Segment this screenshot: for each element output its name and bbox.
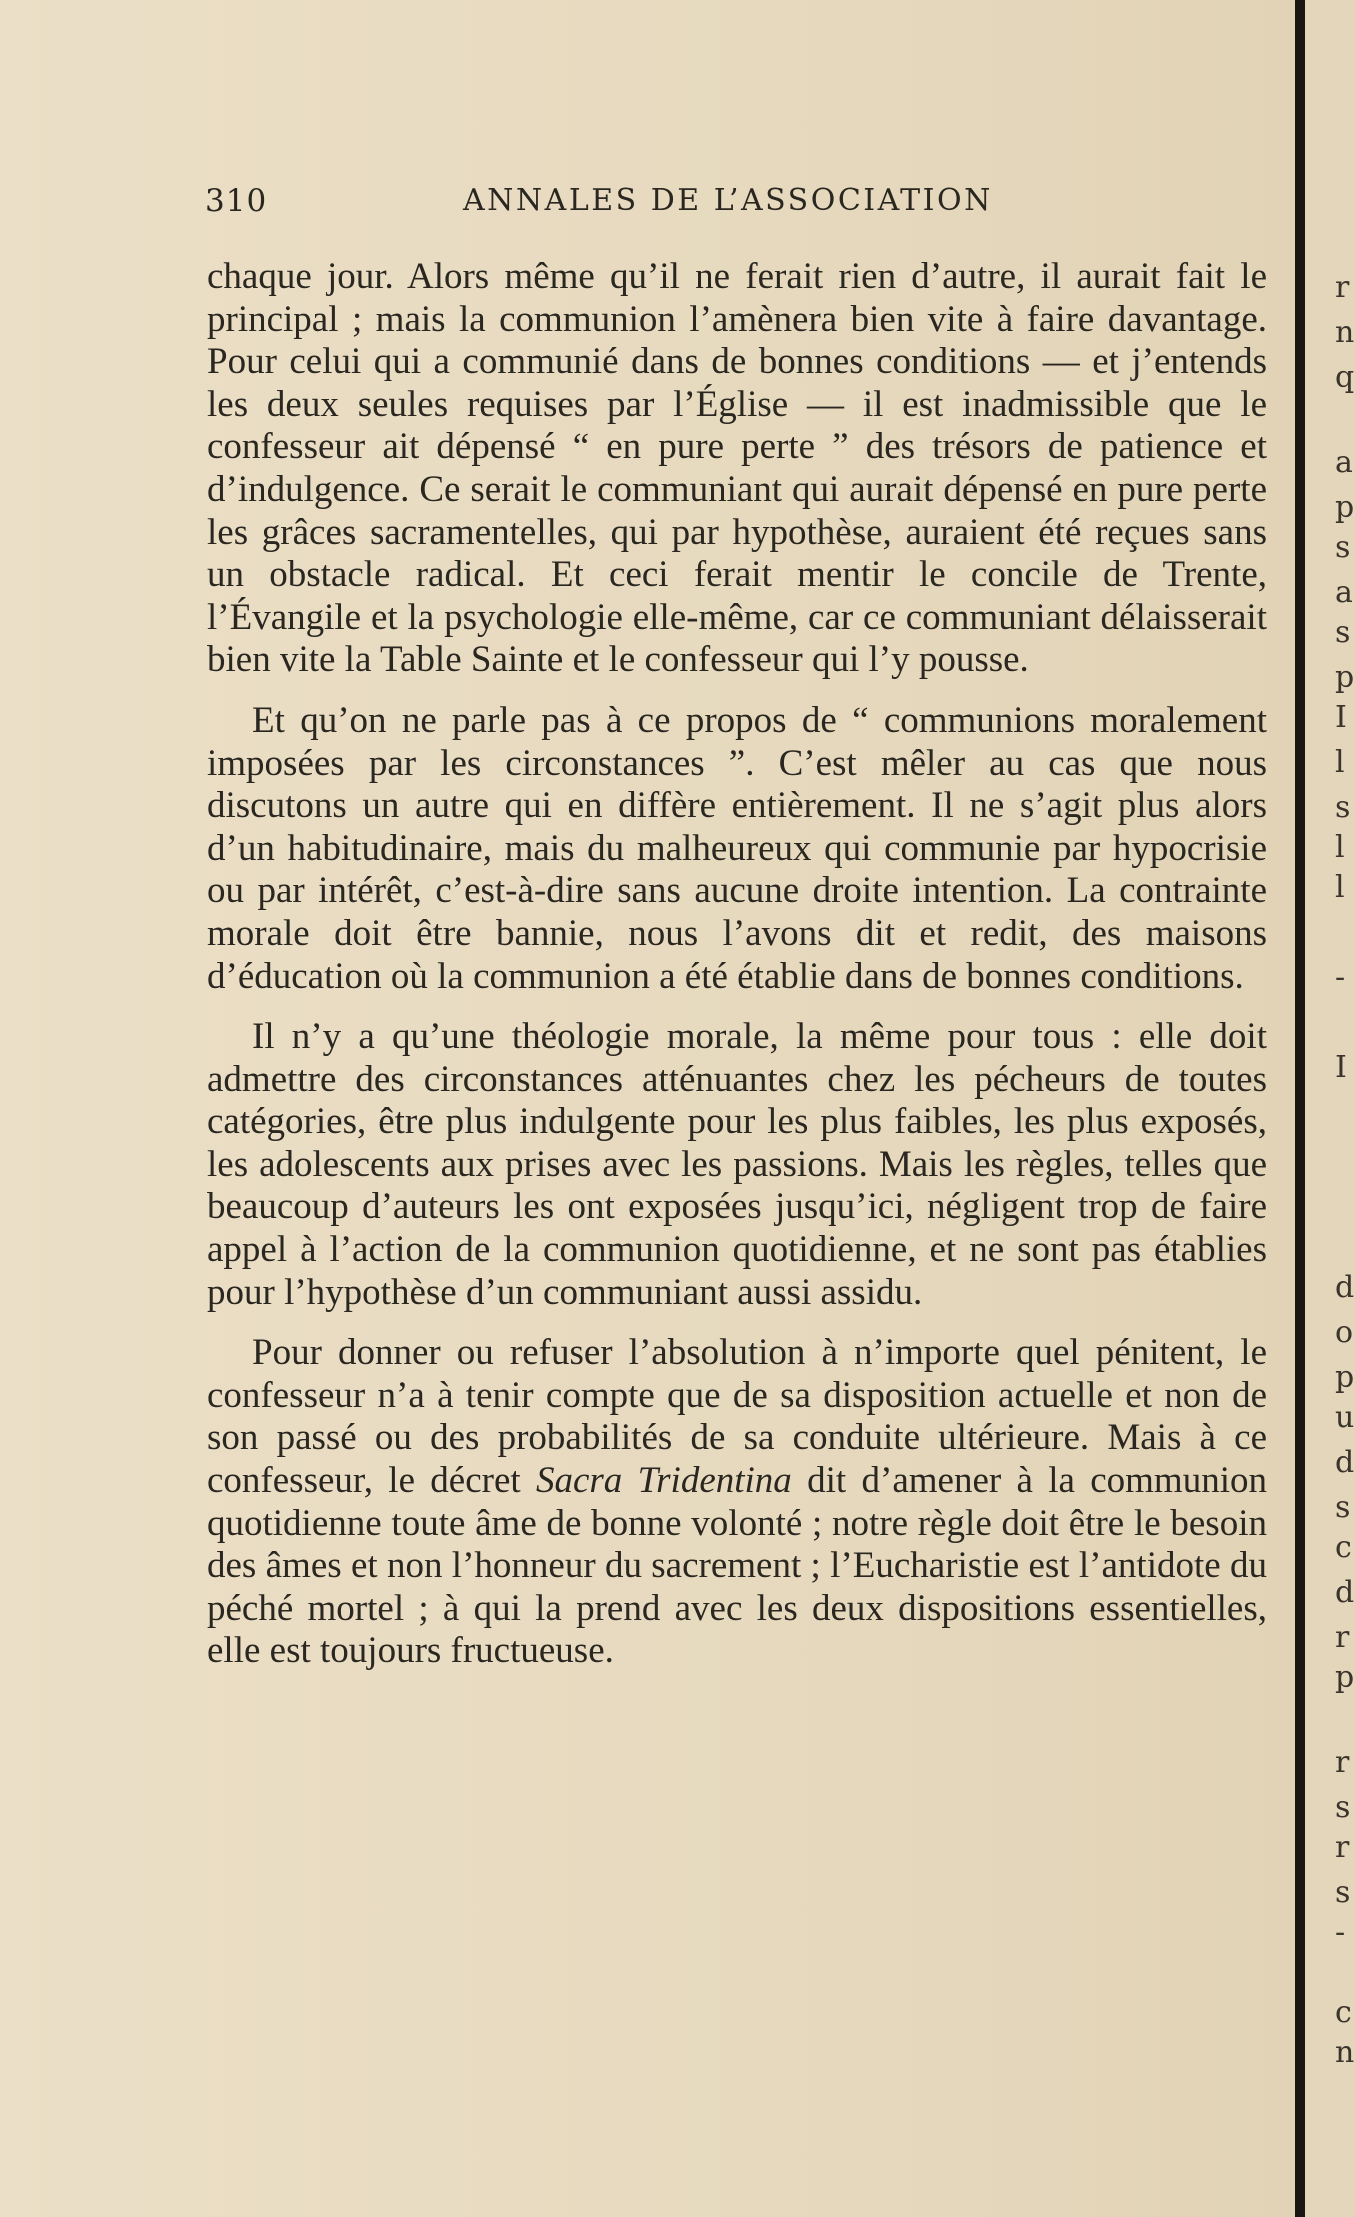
facing-page-glyph: r	[1335, 1620, 1350, 1655]
facing-page-glyph: p	[1335, 1360, 1355, 1395]
page-number: 310	[205, 183, 268, 219]
facing-page-glyph: a	[1335, 445, 1353, 480]
facing-page-glyph: u	[1335, 1400, 1355, 1435]
facing-page-glyph: l	[1335, 830, 1345, 865]
facing-page-glyph: n	[1335, 2035, 1355, 2070]
facing-page-glyph: s	[1335, 530, 1351, 565]
facing-page-glyph: q	[1335, 360, 1355, 395]
paragraph-2: Et qu’on ne parle pas à ce propos de “ communions moralement imposées par les circonstances ”. C’est mêler au cas que nous discutons un autre qui en diffère entièrement. Il ne s’agit plus alors d’un habitudinaire, mais du malheureux qui communie par hypocrisie ou par intérêt, c’est-à-dire sans aucune droite intention. La contrainte morale doit être bannie, nous l’avons dit et redit, des maisons d’éducation où la communion a été établie dans de bonnes conditions.	[207, 699, 1267, 997]
facing-page-glyph: s	[1335, 1875, 1351, 1910]
paragraph-4	[207, 1332, 1267, 1673]
facing-page-glyph: d	[1335, 1575, 1355, 1610]
facing-page-glyph: I	[1335, 1050, 1347, 1085]
facing-page-glyph: s	[1335, 1490, 1351, 1525]
book-gutter	[1295, 0, 1305, 2217]
running-head: ANNALES DE L’ASSOCIATION	[463, 183, 993, 218]
facing-page-glyph: l	[1335, 870, 1345, 905]
paragraph-1: chaque jour. Alors même qu’il ne ferait rien d’autre, il aurait fait le principal ; mais la communion l’amènera bien vite à faire davantage. Pour celui qui a communié dans de bonnes conditions — et j’entends les deux seules requises par l’Église — il est inadmissible que le confesseur ait dépensé “ en pure perte ” des trésors de patience et d’indulgence. Ce serait le communiant qui aurait dépensé en pure perte les grâces sacramentelles, qui par hypothèse, auraient été reçues sans un obstacle radical. Et ceci ferait mentir le concile de Trente, l’Évangile et la psychologie elle-même, car ce communiant délaisserait bien vite la Table Sainte et le confesseur qui l’y pousse.	[207, 256, 1267, 681]
paragraph-4-part-a: Pour donner ou refuser l’absolution à n’importe quel pénitent, le confesseur n’a à tenir compte que de sa disposition actuelle et non de son passé ou des probabilités de sa conduite ultérieure. Mais à ce confesseur, le décret	[207, 1332, 1267, 1502]
facing-page-glyph: p	[1335, 1660, 1355, 1695]
facing-page-glyph: I	[1335, 700, 1347, 735]
paragraph-3: Il n’y a qu’une théologie morale, la même pour tous : elle doit admettre des circonstances atténuantes chez les pécheurs de toutes catégories, être plus indulgente pour les plus faibles, les plus exposés, les adolescents aux prises avec les passions. Mais les règles, telles que beaucoup d’auteurs les ont exposées jusqu’ici, négligent trop de faire appel à l’action de la communion quotidienne, et ne sont pas établies pour l’hypothèse d’un communiant aussi assidu.	[207, 1016, 1267, 1313]
facing-page-glyph: -	[1335, 960, 1346, 995]
facing-page-glyph: n	[1335, 315, 1355, 350]
facing-page-glyph: d	[1335, 1445, 1355, 1480]
facing-page-glyph: -	[1335, 1915, 1346, 1950]
facing-page-glyph: c	[1335, 1530, 1352, 1565]
facing-page-glyph: a	[1335, 575, 1353, 610]
facing-page-glyph: p	[1335, 490, 1355, 525]
facing-page-glyph: r	[1335, 270, 1350, 305]
decree-title: Sacra Tridentina	[535, 1460, 792, 1502]
page-header	[205, 183, 1265, 223]
facing-page-glyph: s	[1335, 790, 1351, 825]
facing-page-glyph: p	[1335, 660, 1355, 695]
facing-page-glyph: s	[1335, 1790, 1351, 1825]
facing-page-glyph: s	[1335, 615, 1351, 650]
facing-page-glyph: l	[1335, 745, 1345, 780]
facing-page-edge	[1305, 0, 1355, 2217]
facing-page-glyph: c	[1335, 1995, 1352, 2030]
facing-page-glyph: r	[1335, 1745, 1350, 1780]
facing-page-glyph: r	[1335, 1830, 1350, 1865]
body-text	[207, 256, 1267, 1691]
facing-page-glyph: d	[1335, 1270, 1355, 1305]
facing-page-glyph: o	[1335, 1315, 1354, 1350]
paragraph-4-part-b: dit d’amener à la communion quotidienne toute âme de bonne volonté ; notre règle doit être le besoin des âmes et non l’honneur du sacrement ; l’Eucharistie est l’antidote du péché mortel ; à qui la prend avec les deux dispositions essentielles, elle est toujours fructueuse.	[207, 1460, 1267, 1672]
